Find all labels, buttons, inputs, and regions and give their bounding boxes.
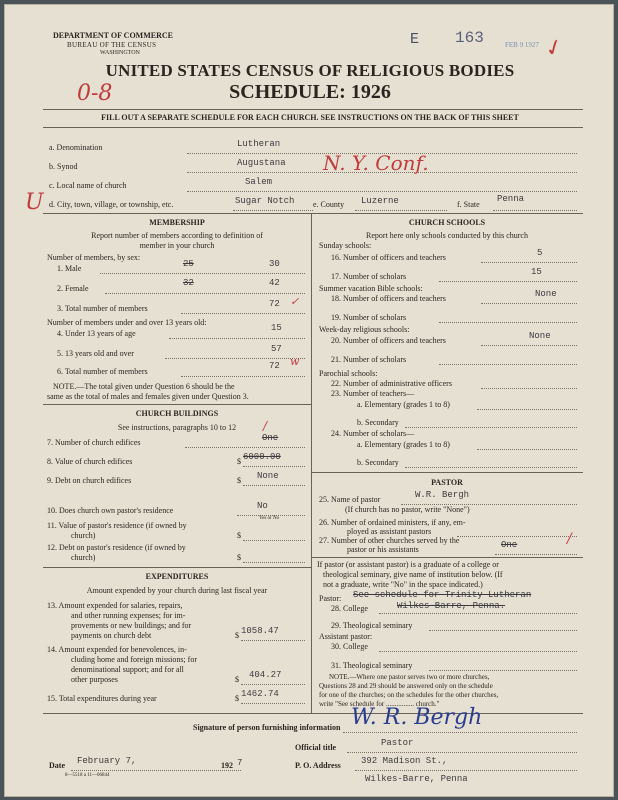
denomination-value: Lutheran — [237, 139, 281, 149]
scholars-elementary-label: a. Elementary (grades 1 to 8) — [357, 440, 450, 449]
sunday-teachers-label: 16. Number of officers and teachers — [331, 253, 446, 262]
male-value: 30 — [269, 259, 280, 269]
pastor-name-label: 25. Name of pastor — [319, 495, 381, 504]
yes-or-no-hint: Yes or No — [259, 516, 280, 521]
sunday-scholars-label: 17. Number of scholars — [331, 272, 407, 281]
teachers-secondary-label: b. Secondary — [357, 418, 399, 427]
state-label: f. State — [457, 200, 480, 209]
salaries-line-2: and other running expenses; for im- — [71, 611, 186, 620]
summer-schools-label: Summer vacation Bible schools: — [319, 284, 423, 293]
state-value: Penna — [497, 194, 525, 204]
scholars-secondary-label: b. Secondary — [357, 458, 399, 467]
summer-scholars-label: 19. Number of scholars — [331, 313, 407, 322]
year-suffix: 7 — [237, 758, 243, 768]
schools-heading: CHURCH SCHOOLS — [408, 218, 486, 227]
official-title-label: Official title — [295, 743, 337, 752]
residence-debt-label-1: 12. Debt on pastor's residence (if owned by — [47, 543, 186, 552]
salaries-line-4: payments on church debt — [71, 631, 152, 640]
assistant-seminary-label: 31. Theological seminary — [331, 661, 413, 670]
pastor-heading: PASTOR — [431, 478, 463, 487]
pastor-note-3: for one of the churches; on the schedules for the other churches, — [319, 691, 499, 699]
graduate-note-2: theological seminary, give name of institution below. (If — [323, 570, 503, 579]
teachers-elementary-label: a. Elementary (grades 1 to 8) — [357, 400, 450, 409]
pastor-education-label: Pastor: — [319, 594, 342, 603]
edifice-value-value: 6000.00 — [243, 452, 281, 462]
census-schedule-sheet — [4, 4, 614, 797]
total-by-age-value: 72 — [269, 361, 280, 371]
assistant-ministers-line-2: ployed as assistant pastors — [347, 527, 432, 536]
over-13-label: 5. 13 years old and over — [57, 349, 134, 358]
form-title: UNITED STATES CENSUS OF RELIGIOUS BODIES — [105, 61, 515, 80]
address-line-2: Wilkes-Barre, Penna — [365, 774, 468, 784]
owns-residence-label: 10. Does church own pastor's residence — [47, 506, 174, 515]
schools-intro: Report here only schools conducted by this church — [366, 231, 528, 240]
benevolences-line-3: denominational support; and for all — [71, 665, 184, 674]
city-label: WASHINGTON — [100, 50, 140, 56]
edifice-debt-label: 9. Debt on church edifices — [47, 476, 132, 485]
total-w-mark: w — [290, 355, 300, 368]
pastor-college-label: 28. College — [331, 604, 368, 613]
bureau-label: BUREAU OF THE CENSUS — [67, 41, 157, 49]
residence-value-label-2: church) — [71, 531, 96, 540]
synod-label: b. Synod — [49, 162, 78, 171]
membership-intro-1: Report number of members according to definition of — [91, 231, 263, 240]
female-label: 2. Female — [57, 284, 89, 293]
margin-mark: U — [25, 190, 44, 215]
dollar-sign: $ — [237, 553, 241, 562]
signature-value: W. R. Bergh — [351, 705, 483, 730]
scholars-label: 24. Number of scholars— — [331, 429, 415, 438]
form-code: 8—5518 a 11—06844 — [65, 773, 110, 778]
dollar-sign: $ — [235, 694, 239, 703]
over-13-value: 57 — [271, 344, 282, 354]
buildings-tick: / — [263, 419, 268, 433]
other-churches-line-1: 27. Number of other churches served by the — [319, 536, 460, 545]
denomination-label: a. Denomination — [49, 143, 103, 152]
weekday-scholars-label: 21. Number of scholars — [331, 355, 407, 364]
benevolences-line-2: cluding home and foreign missions; for — [71, 655, 197, 664]
dollar-sign: $ — [235, 631, 239, 640]
weekday-teachers-label: 20. Number of officers and teachers — [331, 336, 446, 345]
assistant-ministers-line-1: 26. Number of ordained ministers, if any, em- — [319, 518, 466, 527]
edifice-debt-value: None — [257, 471, 279, 481]
age-group-label: Number of members under and over 13 years old: — [47, 318, 207, 327]
owns-residence-value: No — [257, 501, 268, 511]
sunday-schools-label: Sunday schools: — [319, 241, 372, 250]
official-title-value: Pastor — [381, 738, 414, 748]
female-value: 42 — [269, 278, 280, 288]
city-town-value: Sugar Notch — [235, 196, 295, 206]
file-stamp-number: 163 — [455, 29, 484, 47]
year-prefix: 192 — [221, 761, 233, 770]
other-churches-line-2: pastor or his assistants — [347, 545, 419, 554]
buildings-heading: CHURCH BUILDINGS — [135, 409, 219, 418]
expenditures-heading: EXPENDITURES — [145, 572, 209, 581]
church-name-label: c. Local name of church — [49, 181, 127, 190]
salaries-line-1: 13. Amount expended for salaries, repairs, — [47, 601, 183, 610]
instructions-banner: FILL OUT A SEPARATE SCHEDULE FOR EACH CHURCH. SEE INSTRUCTIONS ON THE BACK OF THIS SHEET — [101, 113, 519, 122]
pastor-note-4: write "See schedule for ................ church." — [319, 700, 440, 708]
dollar-sign: $ — [237, 476, 241, 485]
other-churches-value: One — [501, 540, 518, 550]
department-label: DEPARTMENT OF COMMERCE — [53, 31, 174, 40]
graduate-note-1: If pastor (or assistant pastor) is a graduate of a college or — [317, 560, 499, 569]
summer-teachers-label: 18. Number of officers and teachers — [331, 294, 446, 303]
pastor-note-1: NOTE.—Where one pastor serves two or more churches, — [329, 673, 490, 681]
pastor-note-2: Questions 28 and 29 should be answered only on the schedule — [319, 682, 493, 690]
salaries-line-3: provements or new buildings; and for — [71, 621, 192, 630]
county-label: e. County — [313, 200, 345, 209]
benevolences-value: 404.27 — [249, 670, 282, 680]
summer-teachers-value: None — [535, 289, 557, 299]
total-members-value: 72 — [269, 299, 280, 309]
salaries-value: 1058.47 — [241, 626, 279, 636]
buildings-see-instructions: See instructions, paragraphs 10 to 12 — [117, 423, 237, 432]
female-struck-value: 32 — [183, 278, 194, 288]
pastor-seminary-label: 29. Theological seminary — [331, 621, 413, 630]
weekday-teachers-value: None — [529, 331, 551, 341]
pastor-college-struck-value: Wilkes-Barre, Penna. — [397, 601, 506, 611]
dollar-sign: $ — [235, 675, 239, 684]
total-expenditures-label: 15. Total expenditures during year — [47, 694, 157, 703]
membership-intro-2: member in your church — [139, 241, 215, 250]
admin-officers-label: 22. Number of administrative officers — [331, 379, 452, 388]
assistant-college-label: 30. College — [331, 642, 368, 651]
male-struck-value: 25 — [183, 259, 194, 269]
sunday-teachers-value: 5 — [537, 248, 543, 258]
membership-note-2: same as the total of males and females given under Question 3. — [47, 392, 249, 401]
total-by-age-label: 6. Total number of members — [57, 367, 148, 376]
received-stamp: FEB 9 1927 — [505, 41, 539, 49]
parochial-schools-label: Parochial schools: — [319, 369, 378, 378]
edifice-value-label: 8. Value of church edifices — [47, 457, 133, 466]
male-label: 1. Male — [57, 264, 82, 273]
residence-debt-label-2: church) — [71, 553, 96, 562]
under-13-label: 4. Under 13 years of age — [57, 329, 136, 338]
dollar-sign: $ — [237, 457, 241, 466]
pastor-name-value: W.R. Bergh — [415, 490, 470, 500]
date-label: Date — [49, 761, 65, 770]
dollar-sign: $ — [237, 531, 241, 540]
form-subtitle: SCHEDULE: 1926 — [229, 81, 391, 103]
corner-check-mark: ✓ — [541, 32, 567, 63]
total-check-mark: ✓ — [290, 295, 300, 308]
benevolences-line-4: other purposes — [71, 675, 118, 684]
county-value: Luzerne — [361, 196, 399, 206]
church-edifices-label: 7. Number of church edifices — [47, 438, 141, 447]
church-name-value: Salem — [245, 177, 273, 187]
handwritten-code: 0-8 — [77, 81, 113, 106]
by-sex-label: Number of members, by sex: — [47, 253, 141, 262]
benevolences-line-1: 14. Amount expended for benevolences, in- — [47, 645, 187, 654]
po-address-label: P. O. Address — [295, 761, 341, 770]
synod-handwritten-note: N. Y. Conf. — [323, 151, 429, 175]
residence-value-label-1: 11. Value of pastor's residence (if owned by — [47, 521, 187, 530]
church-edifices-value: One — [262, 433, 279, 443]
file-stamp-letter: E — [410, 31, 420, 48]
graduate-note-3: not a graduate, write "No" in the space indicated.) — [323, 580, 483, 589]
membership-note-1: NOTE.—The total given under Question 6 should be the — [53, 382, 235, 391]
other-churches-tick: / — [567, 531, 572, 547]
sunday-scholars-value: 15 — [531, 267, 542, 277]
city-town-label: d. City, town, village, or township, etc. — [49, 200, 174, 209]
expenditures-intro: Amount expended by your church during last fiscal year — [86, 586, 268, 595]
signature-label: Signature of person furnishing information — [193, 723, 341, 732]
total-members-label: 3. Total number of members — [57, 304, 148, 313]
date-value: February 7, — [77, 756, 137, 766]
membership-heading: MEMBERSHIP — [149, 218, 205, 227]
synod-value: Augustana — [237, 158, 286, 168]
total-expenditures-value: 1462.74 — [241, 689, 279, 699]
address-line-1: 392 Madison St., — [361, 756, 448, 766]
pastor-struck-note: See schedule for Trinity Lutheran — [353, 590, 532, 600]
teachers-label: 23. Number of teachers— — [331, 389, 415, 398]
pastor-name-hint: (If church has no pastor, write "None") — [345, 505, 470, 514]
weekday-schools-label: Week-day religious schools: — [319, 325, 410, 334]
under-13-value: 15 — [271, 323, 282, 333]
assistant-pastor-label: Assistant pastor: — [319, 632, 373, 641]
